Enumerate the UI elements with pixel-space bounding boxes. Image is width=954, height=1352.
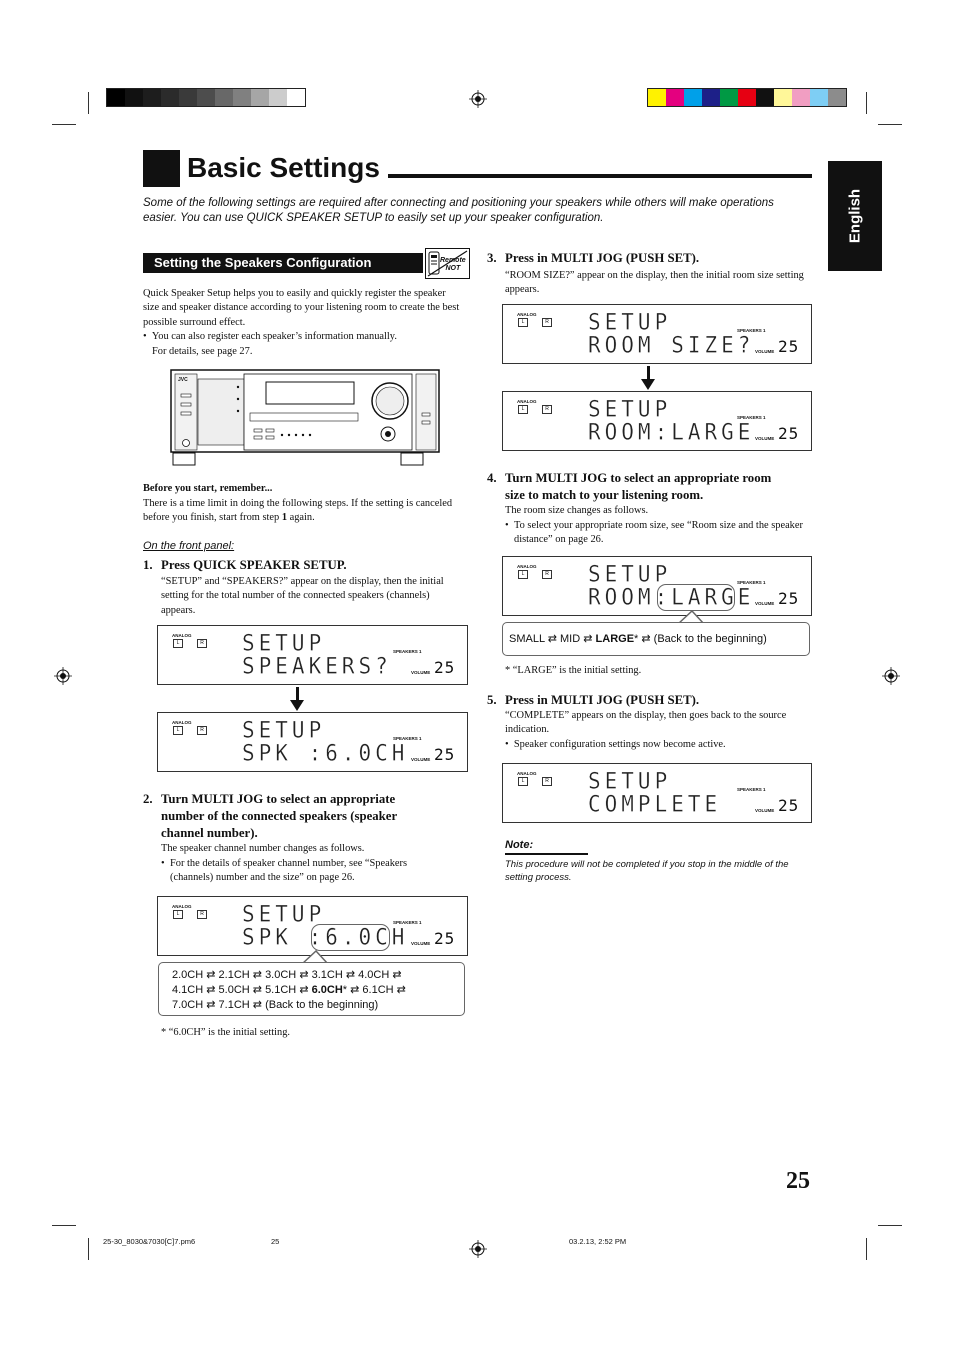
title-block-icon (143, 150, 180, 187)
arrow-down-icon (647, 366, 650, 380)
step-2-heading-line: number of the connected speakers (speaker (161, 809, 398, 823)
bullet-icon: • (161, 858, 165, 869)
footer-date: 03.2.13, 2:52 PM (569, 1237, 627, 1246)
before-text-a: There is a time limit in doing the following steps. If the setting is canceled before you finish, start from step (143, 498, 453, 524)
volume-indicator: VOLUME (755, 436, 775, 441)
crop-mark (88, 92, 89, 114)
volume-value: 25 (434, 929, 456, 948)
color-swatch (720, 89, 738, 106)
page-title: Basic Settings (187, 152, 380, 183)
speakers-indicator: SPEAKERS 1 (393, 920, 422, 925)
cycle-arrow-icon: ⇄ (206, 984, 216, 996)
cycle-arrow-icon: ⇄ (206, 999, 216, 1011)
step-4-note: * “LARGE” is the initial setting. (505, 665, 642, 676)
color-swatch (648, 89, 666, 106)
speakers-indicator: SPEAKERS 1 (737, 328, 766, 333)
sequence-item: 5.0CH (218, 984, 250, 996)
volume-indicator: VOLUME (755, 808, 775, 813)
right-channel-indicator: R (542, 777, 552, 786)
crop-mark (88, 1238, 89, 1260)
color-swatch (738, 89, 756, 106)
highlight-ring (657, 584, 735, 611)
grayscale-swatch (251, 89, 269, 106)
display-line-1: SETUP (588, 309, 672, 335)
crop-mark (52, 124, 76, 125)
display-line-1: SETUP (242, 901, 326, 927)
cycle-arrow-icon: ⇄ (299, 969, 309, 981)
volume-indicator: VOLUME (755, 601, 775, 606)
grayscale-swatch (233, 89, 251, 106)
display-line-2: ROOM SIZE? (588, 332, 755, 358)
step-2-heading-line: channel number). (161, 826, 258, 840)
cycle-arrow-icon: ⇄ (252, 969, 262, 981)
section-heading (143, 253, 423, 273)
volume-indicator: VOLUME (755, 349, 775, 354)
sequence-row (172, 983, 464, 998)
bullet-text: Speaker configuration settings now become active. (513, 739, 726, 750)
grayscale-swatch (287, 89, 305, 106)
sequence-item: 7.0CH (172, 999, 204, 1011)
left-channel-indicator: L (173, 910, 183, 919)
step-1-heading: Press QUICK SPEAKER SETUP. (161, 558, 347, 572)
registration-target-icon (469, 1240, 487, 1258)
grayscale-swatch (107, 89, 125, 106)
footer-file: 25-30_8030&7030[C]7.pm6 (103, 1237, 196, 1246)
registration-target-icon (469, 90, 487, 108)
language-tab (828, 161, 882, 271)
analog-indicator: ANALOG (517, 312, 537, 317)
bullet-text: To select your appropriate room size, see “Room size and the speaker distance” on page 26. (514, 520, 803, 546)
display-panel (157, 625, 468, 685)
step-3-text: “ROOM SIZE?” appear on the display, then the initial room size setting appears. (505, 270, 804, 296)
display-panel (157, 896, 468, 956)
cycle-arrow-icon: ⇄ (350, 984, 360, 996)
display-panel (502, 304, 812, 364)
step-1-number: 1. (143, 558, 153, 572)
volume-value: 25 (434, 658, 456, 677)
sequence-item: 2.1CH (218, 969, 250, 981)
grayscale-swatch (269, 89, 287, 106)
right-channel-indicator: R (542, 405, 552, 414)
before-text-step: 1 (281, 512, 288, 524)
cycle-arrow-icon: ⇄ (345, 969, 356, 981)
bullet-icon: • (505, 520, 509, 531)
analog-indicator: ANALOG (517, 564, 537, 569)
right-channel-indicator: R (542, 318, 552, 327)
sequence-item: SMALL (509, 633, 545, 645)
sequence-item: 2.0CH (172, 969, 204, 981)
sequence-row (172, 968, 464, 983)
sequence-item: 3.0CH (265, 969, 297, 981)
receiver-brand-logo: JVC (178, 377, 188, 383)
bullet-text: You can also register each speaker’s information manually. (151, 331, 397, 342)
sequence-item: 4.1CH (172, 984, 204, 996)
title-rule (388, 174, 812, 178)
display-line-2-value: LARGE (671, 584, 755, 610)
highlight-ring (311, 924, 390, 951)
note-label: Note: (505, 839, 534, 851)
step-4-text: The room size changes as follows. (505, 505, 649, 516)
volume-indicator: VOLUME (411, 941, 431, 946)
display-panel (502, 763, 812, 823)
section-bullet-cont: For details, see page 27. (152, 346, 253, 357)
before-text-c: again. (287, 512, 315, 524)
display-line-2: ROOM:LARGE (588, 419, 755, 445)
grayscale-bar (106, 88, 306, 107)
display-line-2: SPK :6.0CH (242, 924, 409, 950)
analog-indicator: ANALOG (517, 771, 537, 776)
grayscale-swatch (161, 89, 179, 106)
sequence-item: 6.1CH (362, 984, 394, 996)
sequence-item-initial: 6.0CH (311, 984, 343, 996)
left-channel-indicator: L (518, 570, 528, 579)
left-channel-indicator: L (518, 318, 528, 327)
display-line-2: SPK :6.0CH (242, 740, 409, 766)
right-channel-indicator: R (197, 726, 207, 735)
speaker-sequence-box (158, 962, 465, 1016)
color-swatch (666, 89, 684, 106)
section-bullet (143, 330, 463, 344)
cycle-arrow-icon: ⇄ (252, 999, 262, 1011)
crop-mark (52, 1225, 76, 1226)
step-1-text: “SETUP” and “SPEAKERS?” appear on the display, then the initial setting for the total number of the connected speakers (channels) appears. (161, 576, 444, 616)
volume-indicator: VOLUME (411, 757, 431, 762)
speakers-indicator: SPEAKERS 1 (393, 649, 422, 654)
note-text: This procedure will not be completed if you stop in the middle of the setting process. (505, 859, 789, 883)
sequence-item: 5.1CH (265, 984, 297, 996)
sequence-back: (Back to the beginning) (265, 999, 379, 1011)
step-4-bullet (505, 519, 810, 548)
sequence-item: MID (560, 633, 581, 645)
sequence-row (172, 998, 464, 1013)
step-5-bullet (505, 738, 726, 752)
grayscale-swatch (215, 89, 233, 106)
cycle-arrow-icon: ⇄ (547, 633, 557, 645)
step-2-number: 2. (143, 792, 153, 806)
volume-value: 25 (778, 589, 800, 608)
color-swatch (828, 89, 846, 106)
speakers-indicator: SPEAKERS 1 (393, 736, 422, 741)
sequence-item: 3.1CH (311, 969, 343, 981)
registration-target-icon (882, 667, 900, 685)
cycle-arrow-icon: ⇄ (206, 969, 216, 981)
display-line-1: SETUP (588, 396, 672, 422)
room-sequence-box (502, 622, 810, 656)
language-tab-label: English (846, 188, 864, 244)
right-channel-indicator: R (197, 910, 207, 919)
receiver-illustration (170, 369, 440, 469)
analog-indicator: ANALOG (172, 720, 192, 725)
grayscale-swatch (197, 89, 215, 106)
cycle-arrow-icon: ⇄ (252, 984, 262, 996)
step-5-text: “COMPLETE” appears on the display, then goes back to the source indication. (505, 710, 787, 736)
left-channel-indicator: L (173, 726, 183, 735)
volume-indicator: VOLUME (411, 670, 431, 675)
sequence-back: (Back to the beginning) (653, 633, 767, 645)
grayscale-swatch (143, 89, 161, 106)
color-swatch (810, 89, 828, 106)
right-channel-indicator: R (197, 639, 207, 648)
crop-mark (866, 92, 867, 114)
step-5-heading: Press in MULTI JOG (PUSH SET). (505, 693, 700, 707)
crop-mark (878, 124, 902, 125)
color-swatch (756, 89, 774, 106)
step-2-heading-line: Turn MULTI JOG to select an appropriate (161, 792, 396, 806)
color-swatch (684, 89, 702, 106)
remote-not-badge (425, 248, 470, 279)
bullet-icon: • (505, 739, 514, 750)
sequence-item-initial: LARGE (595, 633, 635, 645)
step-3-number: 3. (487, 251, 497, 265)
analog-indicator: ANALOG (172, 633, 192, 638)
intro-text: Some of the following settings are required after connecting and positioning your speakers while others will make operations easier. You can use QUICK SPEAKER SETUP to easily set up your speaker configuration. (143, 197, 774, 224)
before-text (143, 497, 463, 526)
color-swatch (792, 89, 810, 106)
cycle-arrow-icon: ⇄ (299, 984, 309, 996)
display-line-1: SETUP (588, 768, 672, 794)
section-intro-text: Quick Speaker Setup helps you to easily and quickly register the speaker size and speaker distance according to your listening room to create the best possible surround effect. (143, 288, 460, 328)
step-4-heading-line: size to match to your listening room. (505, 488, 704, 502)
speakers-indicator: SPEAKERS 1 (737, 580, 766, 585)
step-4-heading (505, 470, 825, 504)
remote-badge-line: Remote (440, 257, 466, 264)
step-4-heading-line: Turn MULTI JOG to select an appropriate room (505, 471, 772, 485)
front-panel-label: On the front panel: (143, 540, 235, 552)
step-2-heading (161, 791, 461, 842)
left-channel-indicator: L (173, 639, 183, 648)
color-swatch (702, 89, 720, 106)
speakers-indicator: SPEAKERS 1 (737, 415, 766, 420)
display-line-2: SPEAKERS? (242, 653, 392, 679)
step-3-heading: Press in MULTI JOG (PUSH SET). (505, 251, 700, 265)
display-panel (502, 556, 812, 616)
initial-mark: * (342, 984, 348, 996)
display-line-2: COMPLETE (588, 791, 722, 817)
right-channel-indicator: R (542, 570, 552, 579)
initial-mark: * (634, 633, 639, 645)
display-panel (157, 712, 468, 772)
page-number: 25 (786, 1168, 810, 1194)
volume-value: 25 (778, 796, 800, 815)
cycle-arrow-icon: ⇄ (583, 633, 593, 645)
note-rule (505, 853, 588, 855)
arrow-down-icon (296, 687, 299, 701)
left-channel-indicator: L (518, 405, 528, 414)
crop-mark (878, 1225, 902, 1226)
volume-value: 25 (778, 337, 800, 356)
display-line-1: SETUP (242, 630, 326, 656)
display-line-1: SETUP (588, 561, 672, 587)
step-2-note: * “6.0CH” is the initial setting. (161, 1027, 291, 1038)
remote-badge-line: NOT (445, 265, 461, 272)
section-heading-label: Setting the Speakers Configuration (154, 255, 372, 270)
step-2-bullet (161, 857, 451, 886)
color-bar (647, 88, 847, 107)
bullet-text: For the details of speaker channel number, see “Speakers (channels) number and the size” on page 26. (170, 858, 408, 884)
volume-value: 25 (778, 424, 800, 443)
registration-target-icon (54, 667, 72, 685)
step-5-number: 5. (487, 693, 497, 707)
cycle-arrow-icon: ⇄ (392, 969, 402, 981)
crop-mark (866, 1238, 867, 1260)
analog-indicator: ANALOG (517, 399, 537, 404)
before-heading: Before you start, remember... (143, 483, 273, 494)
cycle-arrow-icon: ⇄ (396, 984, 406, 996)
bullet-icon: • (143, 331, 152, 342)
speakers-indicator: SPEAKERS 1 (737, 787, 766, 792)
display-line-1: SETUP (242, 717, 326, 743)
grayscale-swatch (179, 89, 197, 106)
color-swatch (774, 89, 792, 106)
analog-indicator: ANALOG (172, 904, 192, 909)
display-line-2-label: ROOM: (588, 584, 672, 610)
sequence-item: 4.0CH (358, 969, 390, 981)
left-channel-indicator: L (518, 777, 528, 786)
remote-badge-text (440, 257, 466, 273)
step-2-text: The speaker channel number changes as follows. (161, 843, 365, 854)
grayscale-swatch (125, 89, 143, 106)
step-4-number: 4. (487, 471, 497, 485)
cycle-arrow-icon: ⇄ (641, 633, 651, 645)
sequence-item: 7.1CH (218, 999, 250, 1011)
display-panel (502, 391, 812, 451)
volume-value: 25 (434, 745, 456, 764)
footer-page: 25 (271, 1237, 280, 1246)
